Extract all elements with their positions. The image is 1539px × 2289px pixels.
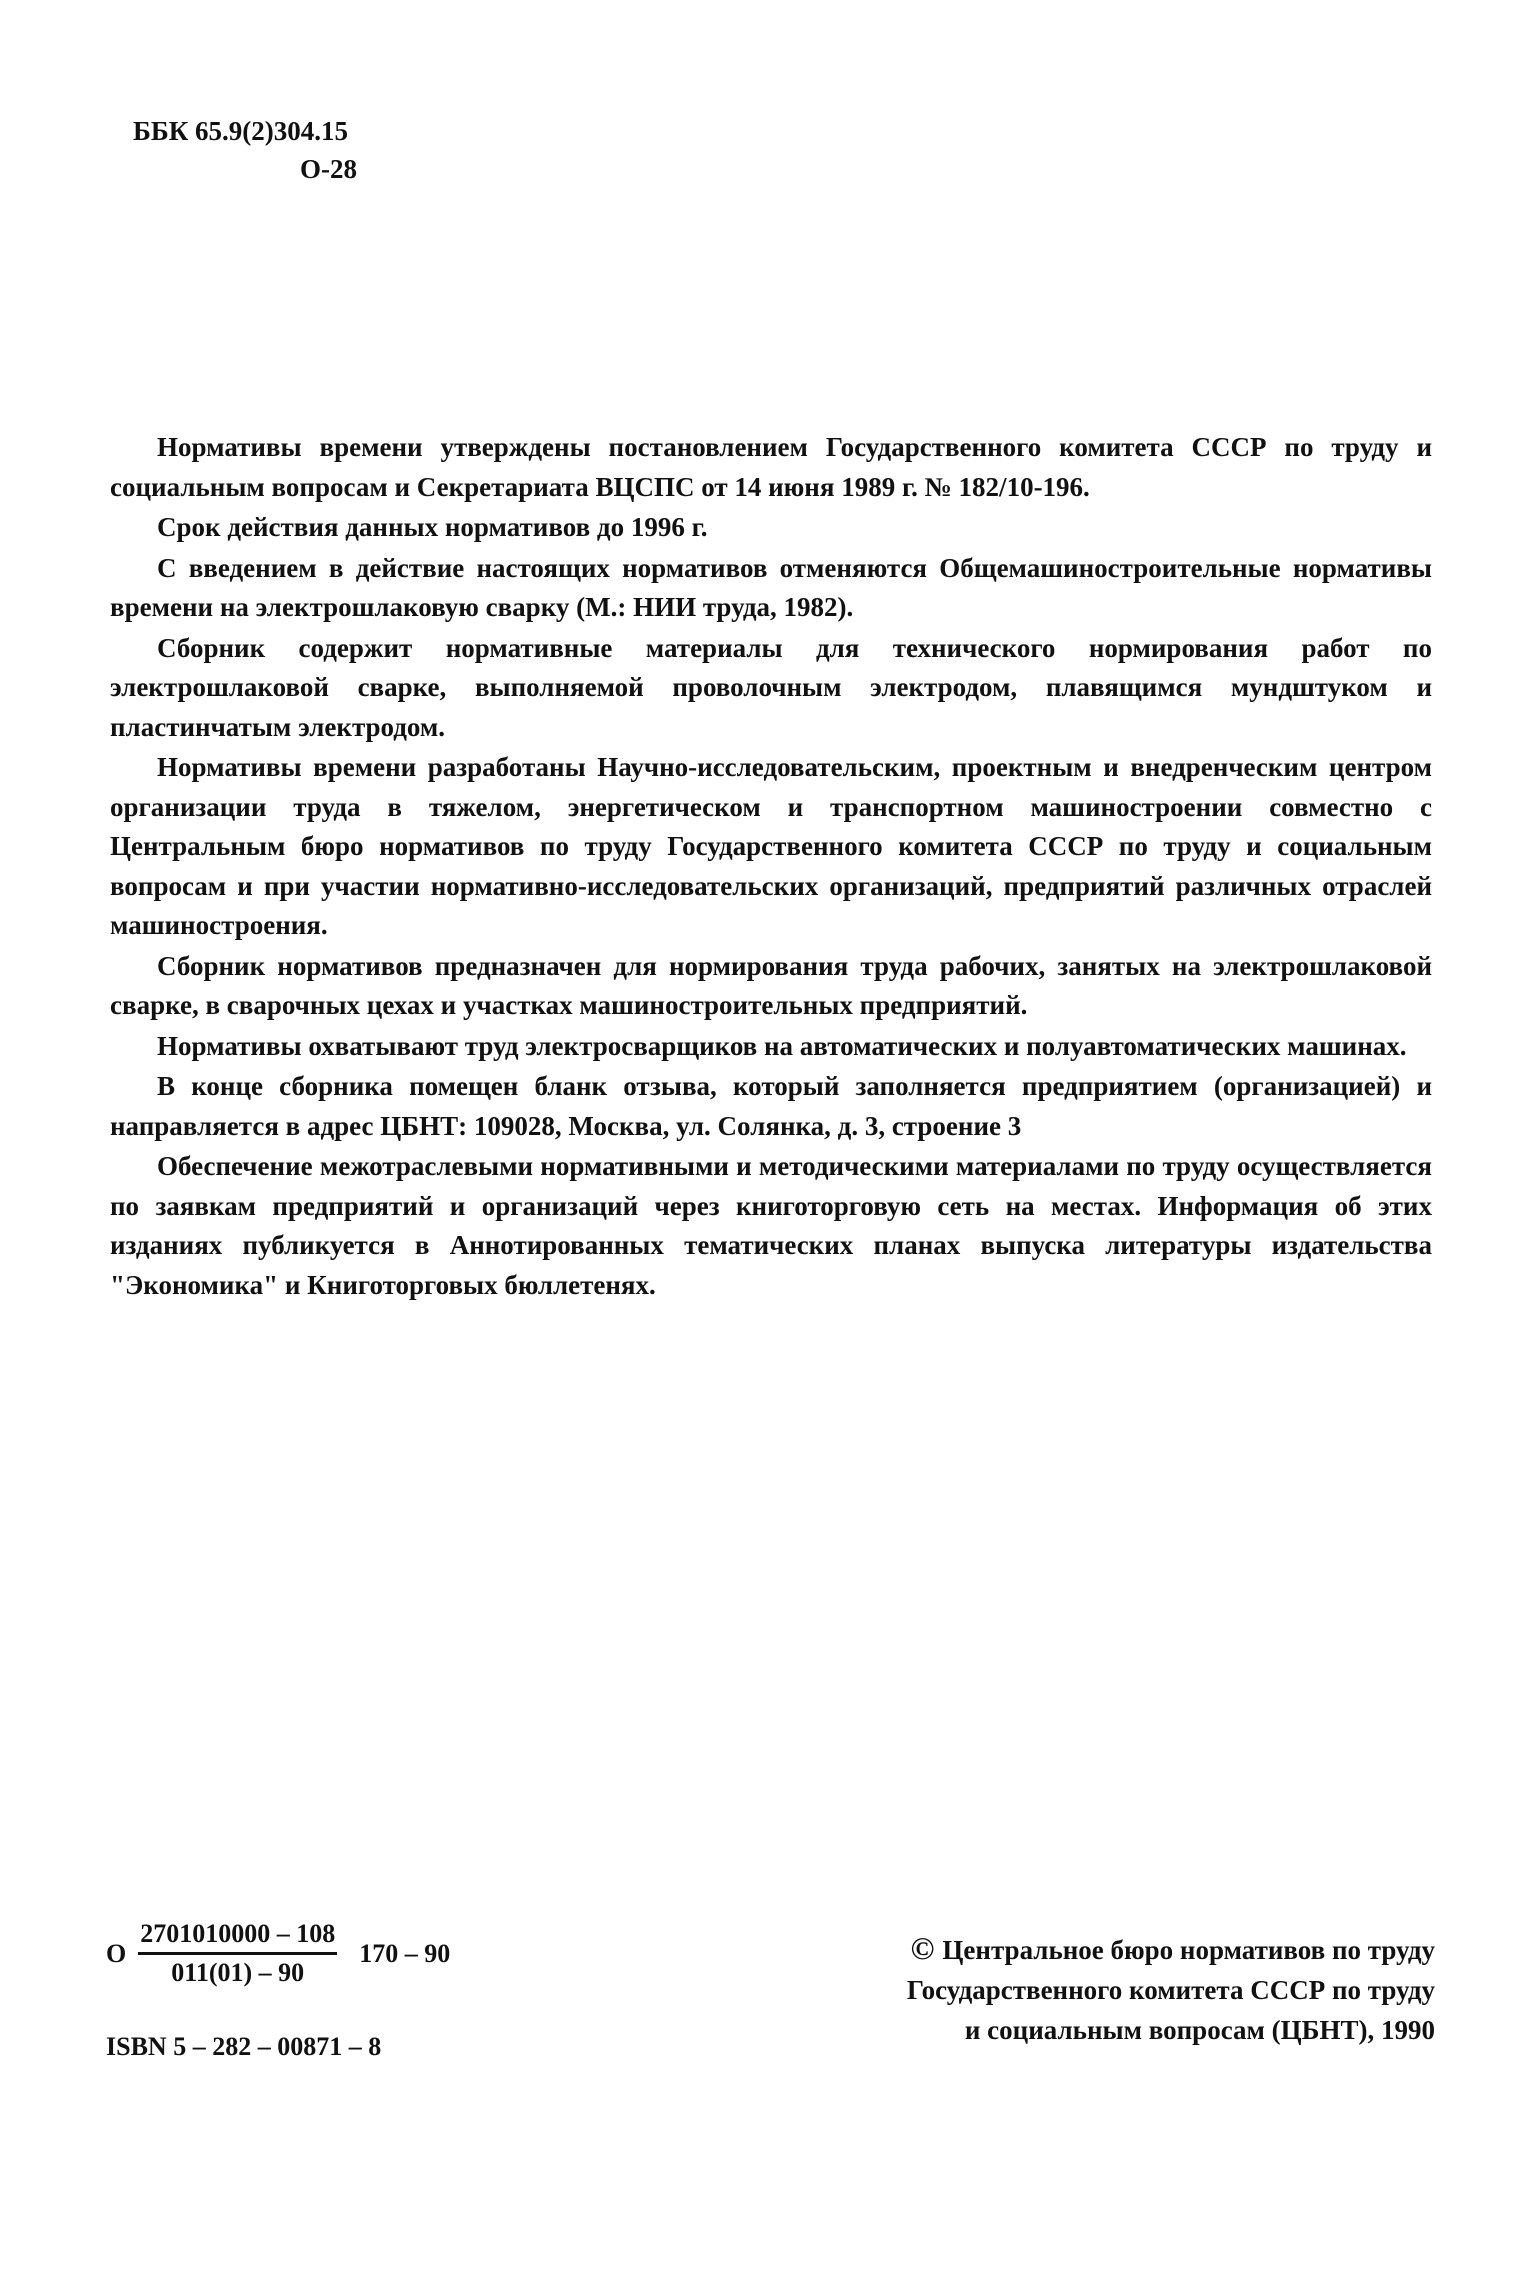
copyright-line-2: Государственного комитета СССР по труду — [906, 1975, 1435, 2005]
isbn: ISBN 5 – 282 – 00871 – 8 — [106, 2032, 382, 2061]
annotation-text — [110, 428, 1432, 1306]
copyright-block — [907, 1928, 1435, 2050]
index-suffix: 170 – 90 — [359, 1938, 451, 1968]
copyright-icon: © — [910, 1930, 935, 1966]
bbk-code: ББК 65.9(2)304.15 — [133, 116, 349, 146]
index-formula — [106, 1918, 450, 1989]
copyright-text-1: Центральное бюро нормативов по труду — [942, 1935, 1435, 1965]
copyright-line-1 — [907, 1928, 1435, 1970]
paragraph-purpose: Сборник нормативов предназначен для нормирования труда рабочих, занятых на электрошлаковой сварке, в сварочных цехах и участках машиностроительных предприятий. — [110, 950, 1432, 1020]
imprint-block — [106, 1918, 450, 2063]
index-letter: О — [106, 1938, 127, 1968]
paragraph-feedback: В конце сборника помещен бланк отзыва, который заполняется предприятием (организацией) и направляется в адрес ЦБНТ: 109028, Москва, ул. Солянка, д. 3, строение 3 — [110, 1071, 1432, 1141]
paragraph-approval: Нормативы времени утверждены постановлением Государственного комитета СССР по труду и социальным вопросам и Секретариата ВЦСПС от 14 июня 1989 г. № 182/10-196. — [110, 432, 1432, 502]
paragraph-developers: Нормативы времени разработаны Научно-исследовательским, проектным и внедренческим центром организации труда в тяжелом, энергетическом и транспортном машиностроении совместно с Центральным бюро нормативов по труду Государственного комитета СССР по труду и социальным вопросам и при участии нормативно-исследовательских организаций, предприятий различных отраслей машиностроения. — [110, 752, 1432, 940]
paragraph-validity: Срок действия данных нормативов до 1996 г. — [157, 512, 708, 542]
index-numerator: 2701010000 – 108 — [138, 1918, 337, 1955]
classification-block — [133, 112, 357, 188]
paragraph-scope: Нормативы охватывают труд электросварщиков на автоматических и полуавтоматических машинах. — [157, 1030, 1407, 1061]
author-code: О-28 — [300, 154, 357, 184]
paragraph-supersedes: С введением в действие настоящих нормативов отменяются Общемашиностроительные нормативы времени на электрошлаковую сварку (М.: НИИ труда, 1982). — [110, 552, 1432, 622]
paragraph-distribution: Обеспечение межотраслевыми нормативными и методическими материалами по труду осуществляется по заявкам предприятий и организаций через книготорговую сеть на местах. Информация об этих изданиях публикуется в Аннотированных тематических планах выпуска литературы издательства "Экономика" и Книготорговых бюллетенях. — [110, 1151, 1432, 1300]
index-fraction — [138, 1918, 337, 1989]
paragraph-contents: Сборник содержит нормативные материалы для технического нормирования работ по электрошлаковой сварке, выполняемой проволочным электродом, плавящимся мундштуком и пластинчатым электродом. — [110, 632, 1432, 742]
index-denominator: 011(01) – 90 — [171, 1958, 305, 1987]
copyright-line-3: и социальным вопросам (ЦБНТ), 1990 — [964, 2015, 1435, 2045]
